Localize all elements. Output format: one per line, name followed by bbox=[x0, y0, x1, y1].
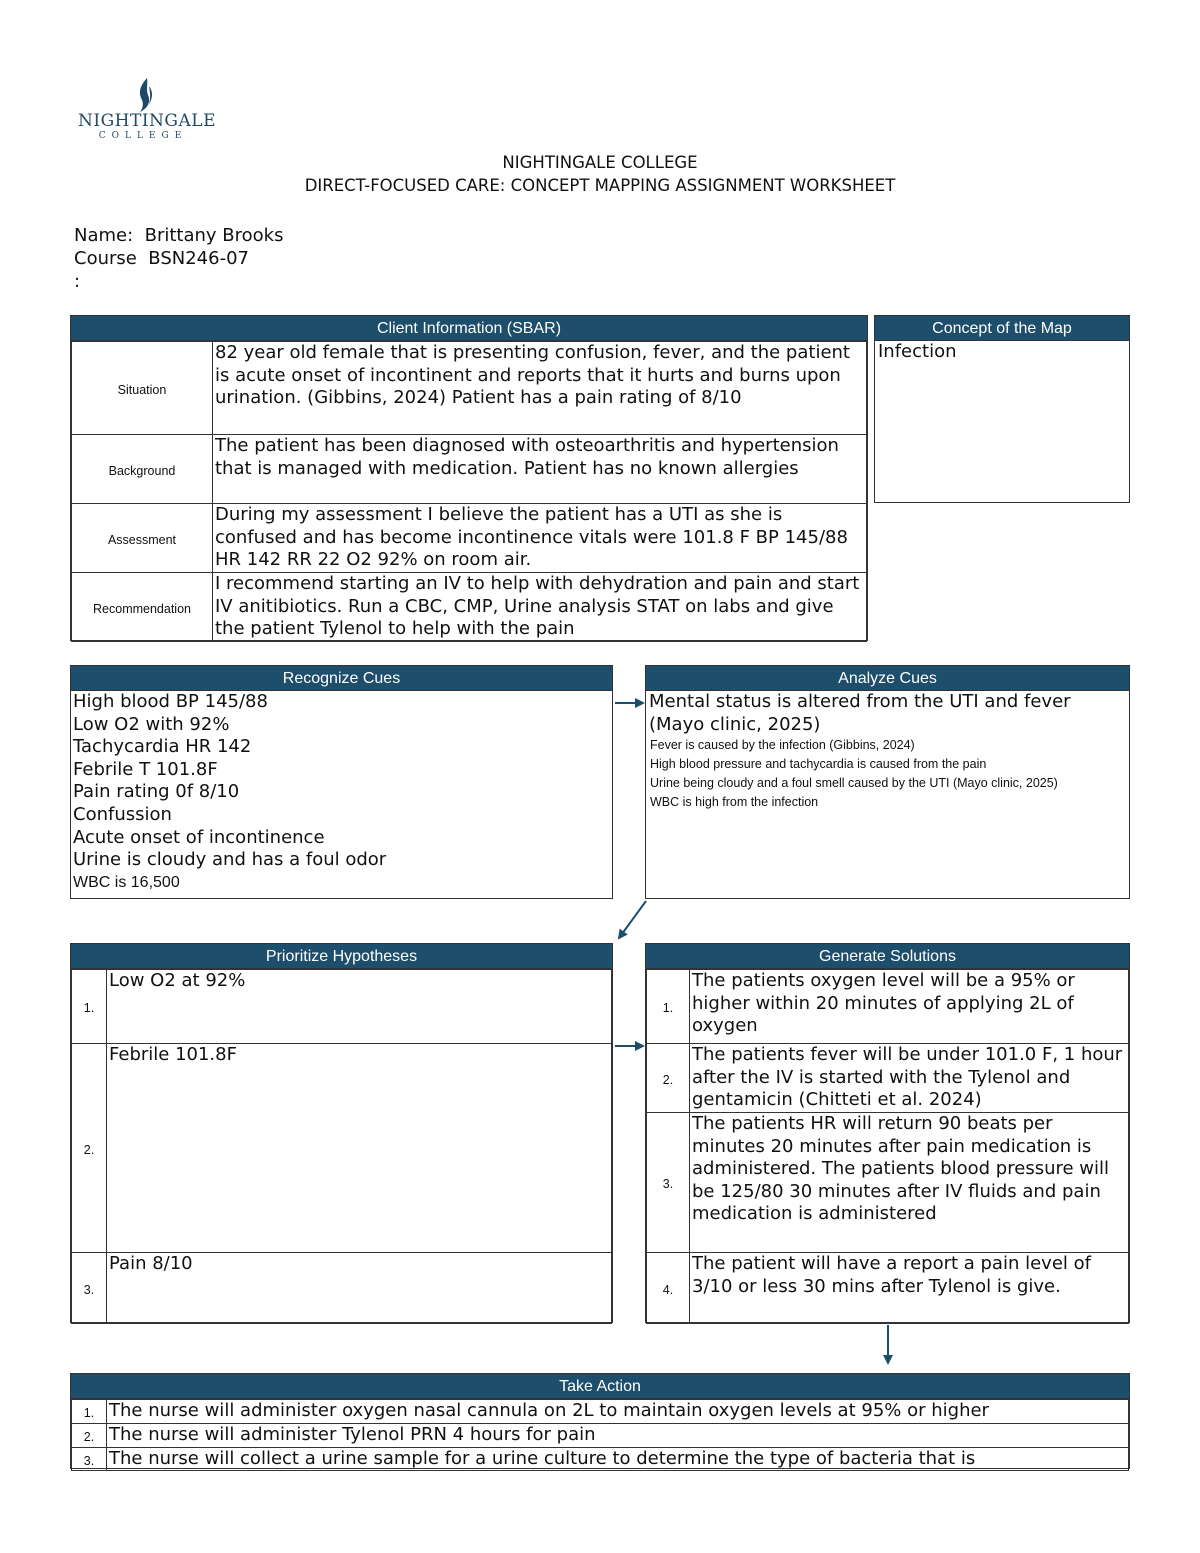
sbar-text: I recommend starting an IV to help with dehydration and pain and start IV anitibiotics. Run a CBC, CMP, Urine analysis STAT on labs and give the patient Tylenol to help with the pain bbox=[215, 573, 860, 640]
sbar-label: Situation bbox=[117, 382, 167, 397]
hypothesis-text: Febrile 101.8F bbox=[109, 1044, 237, 1065]
row-number: 1. bbox=[83, 1001, 95, 1015]
list-item: High blood BP 145/88 bbox=[73, 691, 268, 712]
row-number: 1. bbox=[83, 1406, 95, 1420]
list-item: High blood pressure and tachycardia is caused from the pain bbox=[650, 757, 987, 772]
row-number: 3. bbox=[83, 1282, 95, 1297]
list-item: Urine being cloudy and a foul smell caused by the UTI (Mayo clinic, 2025) bbox=[650, 776, 1058, 791]
row-number: 1. bbox=[662, 1001, 674, 1015]
list-item: Fever is caused by the infection (Gibbins, 2024) bbox=[650, 738, 915, 753]
take-action-header: Take Action bbox=[71, 1374, 1129, 1399]
solution-text: The patient will have a report a pain level of 3/10 or less 30 mins after Tylenol is give. bbox=[692, 1253, 1091, 1297]
logo-wordmark: NIGHTINGALE bbox=[78, 111, 216, 131]
list-item: Confussion bbox=[73, 803, 172, 825]
list-item: Low O2 with 92% bbox=[73, 713, 230, 735]
row-number: 2. bbox=[83, 1430, 95, 1444]
college-title: NIGHTINGALE COLLEGE bbox=[502, 153, 698, 172]
logo-subtext: COLLEGE bbox=[98, 131, 188, 141]
course-value: BSN246-07 bbox=[148, 248, 249, 269]
sbar-text: During my assessment I believe the patient has a UTI as she is confused and has become incontinence vitals were 101.8 F BP 145/88 HR 142 RR 22 O2 92% on room air. bbox=[215, 504, 848, 571]
solutions-header: Generate Solutions bbox=[646, 944, 1129, 969]
sbar-text: 82 year old female that is presenting confusion, fever, and the patient is acute onset of incontinent and reports that it hurts and burns upon urination. (Gibbins, 2024) Patient has a pain rating of 8/10 bbox=[215, 342, 850, 409]
recognize-cues-header: Recognize Cues bbox=[71, 666, 612, 691]
sbar-text: The patient has been diagnosed with osteoarthritis and hypertension that is managed with medication. Patient has no known allergies bbox=[215, 435, 839, 479]
list-item: Pain rating 0f 8/10 bbox=[73, 781, 240, 803]
name-label: Name: bbox=[74, 225, 134, 246]
worksheet-title: DIRECT-FOCUSED CARE: CONCEPT MAPPING ASSIGNMENT WORKSHEET bbox=[304, 176, 896, 195]
prioritize-header: Prioritize Hypotheses bbox=[71, 944, 612, 969]
list-item: WBC is high from the infection bbox=[650, 795, 819, 810]
sbar-header: Client Information (SBAR) bbox=[71, 316, 867, 341]
concept-header: Concept of the Map bbox=[875, 316, 1129, 341]
arrow-analyze-to-prioritize bbox=[619, 901, 646, 938]
action-text: The nurse will administer Tylenol PRN 4 hours for pain bbox=[109, 1424, 596, 1445]
action-text: The nurse will administer oxygen nasal cannula on 2L to maintain oxygen levels at 95% or higher bbox=[109, 1400, 989, 1421]
row-number: 3. bbox=[83, 1453, 95, 1468]
course-colon: : bbox=[74, 271, 81, 292]
action-text: The nurse will collect a urine sample for a urine culture to determine the type of bacteria that is bbox=[109, 1448, 976, 1469]
solution-text: The patients fever will be under 101.0 F, 1 hour after the IV is started with the Tylenol and gentamicin (Chitteti et al. 2024) bbox=[692, 1044, 1123, 1111]
analyze-cues-main: Mental status is altered from the UTI and fever (Mayo clinic, 2025) bbox=[649, 691, 1071, 735]
name-value: Brittany Brooks bbox=[144, 225, 284, 246]
analyze-cues-header: Analyze Cues bbox=[646, 666, 1129, 691]
row-number: 3. bbox=[662, 1177, 674, 1191]
course-label: Course bbox=[74, 248, 137, 269]
row-number: 4. bbox=[662, 1282, 674, 1297]
list-item: Febrile T 101.8F bbox=[73, 758, 218, 780]
solution-text: The patients HR will return 90 beats per minutes 20 minutes after pain medication is administered. The patients blood pressure will be 125/80 30 minutes after IV fluids and pain medication is administered bbox=[692, 1113, 1110, 1225]
list-item: WBC is 16,500 bbox=[73, 873, 180, 891]
concept-value: Infection bbox=[878, 341, 957, 362]
sbar-label: Recommendation bbox=[93, 601, 191, 616]
row-number: 2. bbox=[83, 1142, 95, 1157]
hypothesis-text: Pain 8/10 bbox=[109, 1253, 193, 1274]
sbar-label: Background bbox=[108, 463, 176, 478]
list-item: Tachycardia HR 142 bbox=[73, 736, 252, 758]
list-item: Acute onset of incontinence bbox=[73, 826, 325, 848]
list-item: Urine is cloudy and has a foul odor bbox=[73, 849, 387, 871]
solution-text: The patients oxygen level will be a 95% or higher within 20 minutes of applying 2L of oxygen bbox=[692, 970, 1075, 1037]
sbar-label: Assessment bbox=[107, 532, 177, 547]
hypothesis-text: Low O2 at 92% bbox=[109, 970, 246, 991]
row-number: 2. bbox=[662, 1072, 674, 1087]
